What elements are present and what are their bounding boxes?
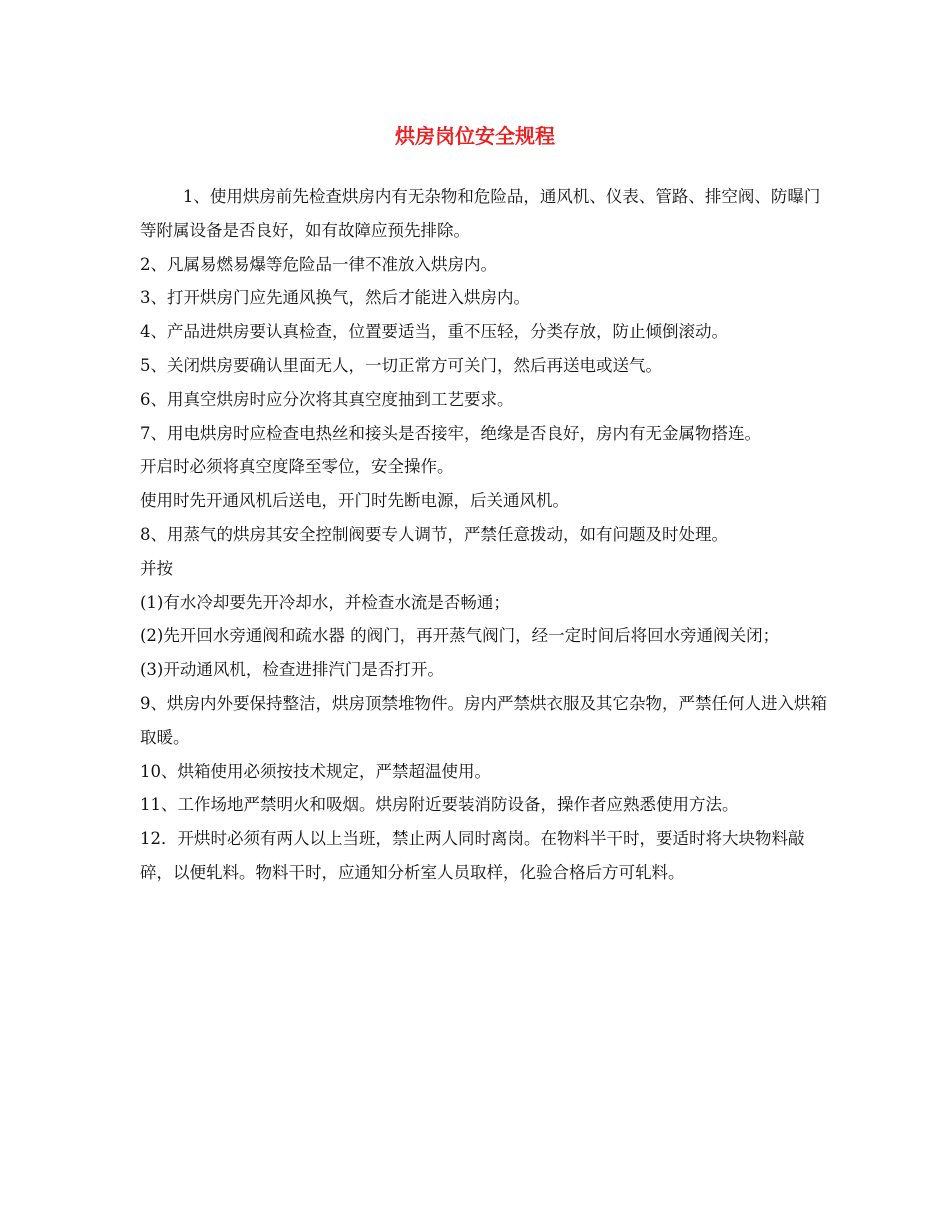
document-title: 烘房岗位安全规程: [395, 124, 555, 148]
rule-8-subitem-3: (3)开动通风机，检查进排汽门是否打开。: [140, 660, 444, 680]
rule-8-subitem-2: (2)先开回水旁通阀和疏水器 的阀门，再开蒸气阀门，经一定时间后将回水旁通阀关闭；: [140, 626, 780, 646]
rule-7-note-usage: 使用时先开通风机后送电，开门时先断电源，后关通风机。: [140, 491, 569, 511]
rule-8-subitem-1: (1)有水冷却要先开冷却水，并检查水流是否畅通；: [140, 592, 510, 612]
rule-paragraph-3: 3、打开烘房门应先通风换气，然后才能进入烘房内。: [140, 288, 530, 308]
rule-paragraph-4: 4、产品进烘房要认真检查，位置要适当，重不压轻，分类存放，防止倾倒滚动。: [140, 322, 728, 342]
rule-paragraph-9: 9、烘房内外要保持整洁，烘房顶禁堆物件。房内严禁烘衣服及其它杂物，严禁任何人进入烘箱取暖。: [140, 693, 827, 747]
rule-paragraph-6: 6、用真空烘房时应分次将其真空度抽到工艺要求。: [140, 389, 514, 409]
rule-paragraph-11: 11、工作场地严禁明火和吸烟。烘房附近要装消防设备，操作者应熟悉使用方法。: [140, 795, 739, 815]
rule-8-lead-in: 并按: [140, 558, 173, 578]
rule-paragraph-12: 12．开烘时必须有两人以上当班，禁止两人同时离岗。在物料半干时，要适时将大块物料敲碎，以便轧料。物料干时，应通知分析室人员取样，化验合格后方可轧料。: [140, 829, 805, 882]
rule-7-note-startup: 开启时必须将真空度降至零位，安全操作。: [140, 457, 454, 477]
rule-paragraph-2: 2、凡属易燃易爆等危险品一律不准放入烘房内。: [140, 254, 497, 274]
document-body: [140, 180, 830, 890]
rule-paragraph-10: 10、烘箱使用必须按技术规定，严禁超温使用。: [140, 761, 491, 781]
rule-paragraph-1: 1、使用烘房前先检查烘房内有无杂物和危险品，通风机、仪表、管路、排空阀、防曝门等附属设备是否良好，如有故障应预先排除。: [140, 187, 821, 240]
rule-paragraph-8: 8、用蒸气的烘房其安全控制阀要专人调节，严禁任意拨动，如有问题及时处理。: [140, 524, 728, 544]
rule-paragraph-5: 5、关闭烘房要确认里面无人，一切正常方可关门，然后再送电或送气。: [140, 355, 662, 375]
rule-paragraph-7: 7、用电烘房时应检查电热丝和接头是否接牢，绝缘是否良好，房内有无金属物搭连。: [140, 423, 761, 443]
